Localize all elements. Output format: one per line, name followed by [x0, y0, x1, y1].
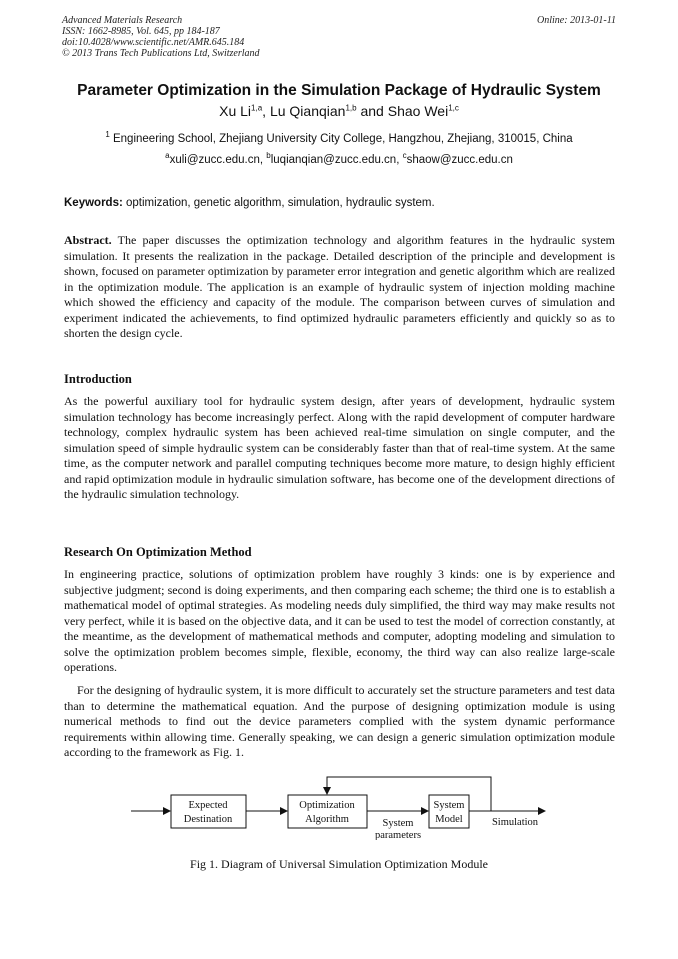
keywords-label: Keywords: [64, 197, 123, 209]
author-name: Shao Wei [387, 103, 449, 119]
box-label: Destination [183, 814, 233, 825]
author-sup: 1,c [448, 103, 459, 113]
author-sup: 1,b [345, 103, 357, 113]
email-list [40, 151, 638, 166]
abstract-text: The paper discusses the optimization technology and algorithm features in the hydraulic system simulation. It presents the realization in the package. Detailed description of the principle and development is shown, focused on parameter optimization by parameter error integration and genetic algorithm which are realized in the optimization module. The application is an example of hydraulic system of injection molding machine which showed the efficiency and capacity of the module. The comparison between curves of simulation and experiment indicated the achievements, to find optimized hydraulic parameters efficiently and quickly so as to shorten the design cycle. [64, 233, 615, 340]
figure-caption: Fig 1. Diagram of Universal Simulation Optimization Module [190, 857, 488, 871]
online-date: Online: 2013-01-11 [537, 15, 616, 26]
output-label: Simulation [491, 817, 539, 828]
research-paragraph-2: For the designing of hydraulic system, it is more difficult to accurately set the structure parameters and test data than to determine the mathematical equation. And the purpose of designing optimization module is using numerical methods to find out the device parameters complied with the system dynamic performance requirements within allowing time. Generally speaking, we can design a generic simulation optimization module according to the framework as Fig. 1. [64, 683, 615, 759]
author-separator: and [356, 103, 388, 119]
introduction-heading: Introduction [64, 372, 132, 386]
introduction-paragraph: As the powerful auxiliary tool for hydraulic system design, after years of development, hydraulic system simulation technology has become increasingly perfect. Along with the rapid development of computer hardware technology, complex hydraulic system has been achieved real-time simulation on single computer, and the simulation speed of simple hydraulic system can be considerably faster than that of real-time system. At the same time, as the computer network and parallel computing techniques become more mature, to design highly efficient and rapid optimization module in hydraulic simulation software, has become one of the development directions of the hydraulic simulation technology. [64, 394, 615, 501]
box-label: System [433, 800, 465, 811]
optimization-diagram [0, 770, 678, 840]
author-list [40, 103, 638, 119]
keywords [64, 197, 616, 209]
copyright: © 2013 Trans Tech Publications Ltd, Switzerland [62, 48, 260, 59]
box-label: Model [435, 814, 463, 825]
author-name: Lu Qianqian [269, 103, 346, 119]
affiliation-sup: 1 [105, 130, 110, 140]
email: xuli@zucc.edu.cn, [169, 154, 267, 166]
journal-info [62, 15, 260, 59]
research-heading: Research On Optimization Method [64, 545, 252, 559]
box-label: Expected [188, 800, 228, 811]
email-sup: c [402, 151, 407, 161]
arrow-label: parameters [374, 830, 422, 840]
box-label: Optimization [299, 800, 355, 811]
abstract [64, 233, 615, 342]
author-name: Xu Li [219, 103, 252, 119]
email-sup: b [266, 151, 271, 161]
keywords-text: optimization, genetic algorithm, simulation, hydraulic system. [122, 197, 435, 209]
research-paragraph-1: In engineering practice, solutions of optimization problem have roughly 3 kinds: one is by experience and subjective judgment; second is doing experiments, and then comparing each scheme; the third one is to establish a mathematical model of optimal strategies. As modeling needs duly simplified, the third way may make results not very perfect, while it is based on the objective data, and it can be used to test the model of correction constantly, at the meantime, as the development of mathematical methods and computer, adopting modeling and simulation to solve the optimization problem becomes simple, flexible, economy, the third way can also realize large-scale operations. [64, 567, 615, 674]
email: shaow@zucc.edu.cn [406, 154, 513, 166]
paper-title: Parameter Optimization in the Simulation Package of Hydraulic System [77, 82, 601, 99]
arrow-label: System [382, 818, 414, 829]
author-sup: 1,a [251, 103, 263, 113]
email-sup: a [165, 151, 170, 161]
author-separator: , [262, 103, 270, 119]
affiliation-text: Engineering School, Zhejiang University City College, Hangzhou, Zhejiang, 310015, China [109, 133, 573, 145]
abstract-label: Abstract. [64, 233, 112, 247]
doi: doi:10.4028/www.scientific.net/AMR.645.184 [62, 37, 245, 48]
email: luqianqian@zucc.edu.cn, [270, 154, 403, 166]
issn: ISSN: 1662-8985, Vol. 645, pp 184-187 [62, 26, 220, 37]
journal-name: Advanced Materials Research [62, 15, 183, 26]
affiliation [40, 130, 638, 145]
box-label: Algorithm [305, 814, 349, 825]
